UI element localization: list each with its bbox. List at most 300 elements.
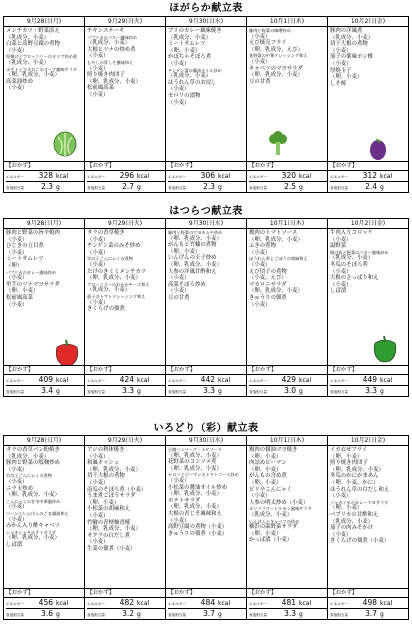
menu-item: きゅうりの佃煮（小麦） xyxy=(168,530,228,537)
salt-label: 食塩相当量 xyxy=(6,186,24,190)
menu-item: 小松菜の胡麻和え xyxy=(87,506,131,513)
salt-unit: g xyxy=(299,388,303,395)
energy-unit: kcal xyxy=(380,377,393,384)
salt-unit: g xyxy=(137,611,141,618)
menu-item: 小松菜の醤油オイル炒め xyxy=(168,484,228,491)
menu-item: ほうれん草のお浸し xyxy=(168,79,217,86)
menu-item: （乳成分、小麦） xyxy=(249,511,293,518)
menu-item: がんもの含め煮 xyxy=(249,473,287,480)
day-header: 10月1日(木) xyxy=(247,436,328,445)
menu-item: （卵、小麦） xyxy=(249,453,282,460)
salt-value: 3.3 xyxy=(203,386,215,395)
menu-item: ほうれん草とごぼうの胡麻和え xyxy=(249,256,308,262)
menu-item: （卵、乳成分、小麦） xyxy=(6,535,60,542)
salt-unit: g xyxy=(137,388,141,395)
energy-unit: kcal xyxy=(56,377,69,384)
day-header: 9月30日(水) xyxy=(166,219,247,228)
menu-item: （小麦） xyxy=(330,47,352,54)
energy-line xyxy=(6,598,84,608)
menu-item: 松前風高菜 xyxy=(87,85,114,92)
energy-unit: kcal xyxy=(218,377,231,384)
menu-item: カリフラワーとルモン風味サラダ xyxy=(249,506,312,512)
nutrition-row xyxy=(4,374,408,396)
menu-item: （卵、乳成分、小麦） xyxy=(168,504,222,511)
menu-item: 照り焼き肉団子 xyxy=(87,72,125,79)
day-header: 9月30日(水) xyxy=(166,17,247,26)
nutrition-cell xyxy=(4,598,85,619)
menu-item: 竹の子こんにゃくの煮物 xyxy=(6,473,52,479)
menu-item: 高菜そぼろ炒め xyxy=(168,281,206,288)
salt-label: 食塩相当量 xyxy=(249,613,267,617)
salt-value: 3.7 xyxy=(365,609,377,618)
salt-label: 食塩相当量 xyxy=(249,186,267,190)
menu-item: もやしの青しそ風味和え xyxy=(87,59,134,65)
salt-line xyxy=(6,181,84,192)
menu-item: えび団子の煮物 xyxy=(249,268,287,275)
salt-line xyxy=(249,608,327,619)
menu-item: 豚肉と野菜のマヨキムチ炒め xyxy=(168,230,223,235)
menu-item: 牛肉入りコロッケ xyxy=(330,230,374,236)
salt-unit: g xyxy=(56,184,60,191)
menu-item: しそ桜 xyxy=(330,80,347,87)
menu-item: （卵、乳成分、小麦） xyxy=(6,492,60,499)
energy-line xyxy=(87,598,165,608)
menu-item: ミートオムレツ xyxy=(168,41,206,48)
menu-item: 揚げ鳥と野菜のバター風味炒め xyxy=(330,249,389,255)
menu-item: （小麦） xyxy=(330,60,352,67)
menu-cell xyxy=(85,446,166,588)
day-header: 9月29日(火) xyxy=(85,219,166,228)
nutrition-cell xyxy=(247,171,328,192)
menu-item: （小麦） xyxy=(87,236,109,243)
menu-item: かぼちゃそぼろ煮 xyxy=(168,54,212,61)
salt-line xyxy=(330,608,408,619)
day-header: 10月2日(金) xyxy=(328,219,408,228)
energy-unit: kcal xyxy=(218,600,231,607)
energy-value: 424 xyxy=(119,375,134,384)
menu-item: きくらげの佃煮（小麦） xyxy=(330,538,390,545)
energy-label: エネルギー xyxy=(87,602,105,606)
salt-line xyxy=(168,385,246,396)
salt-line xyxy=(330,385,408,396)
salt-value: 3.7 xyxy=(203,609,215,618)
energy-label: エネルギー xyxy=(330,175,348,179)
salt-label: 食塩相当量 xyxy=(6,390,24,394)
okazu-label: 【おかず】 xyxy=(330,590,358,596)
menu-item: （小麦） xyxy=(330,531,352,538)
salt-label: 食塩相当量 xyxy=(168,186,186,190)
menu-item: （卵、小麦） xyxy=(168,47,201,54)
menu-item: （乳成分、小麦） xyxy=(168,34,212,41)
energy-value: 328 xyxy=(38,171,53,180)
menu-item: （乳成分、小麦） xyxy=(6,59,50,66)
day-header-row xyxy=(4,219,408,229)
salt-unit: g xyxy=(218,388,222,395)
salt-value: 3.3 xyxy=(284,609,296,618)
salt-value: 3.2 xyxy=(122,609,134,618)
menu-item: （卵、乳成分、小麦） xyxy=(168,235,222,242)
menu-item: （小麦） xyxy=(87,53,109,60)
salt-line xyxy=(87,181,165,192)
menu-item: （小麦） xyxy=(330,493,352,500)
okazu-label: 【おかず】 xyxy=(4,366,85,374)
day-header-row xyxy=(4,436,408,446)
energy-label: エネルギー xyxy=(168,175,186,179)
energy-unit: kcal xyxy=(137,377,150,384)
energy-unit: kcal xyxy=(56,600,69,607)
energy-line xyxy=(168,375,246,385)
okazu-label: 【おかず】 xyxy=(247,589,328,597)
menu-item: タラの香草パン粉焼き xyxy=(6,447,60,453)
salt-unit: g xyxy=(299,611,303,618)
okazu-label: 【おかず】 xyxy=(85,366,166,374)
day-header: 10月1日(木) xyxy=(247,219,328,228)
menu-cell xyxy=(247,27,328,161)
menu-item: （卵、乳成分、小麦） xyxy=(87,466,141,473)
menu-item: 温野菜 xyxy=(330,243,347,250)
menu-item: （小麦） xyxy=(168,275,190,282)
okazu-label: 【おかず】 xyxy=(166,366,247,374)
menu-item: 冬瓜のそぼろ煮 xyxy=(330,261,368,268)
energy-label: エネルギー xyxy=(249,602,267,606)
salt-line xyxy=(87,608,165,619)
salt-value: 2.3 xyxy=(41,182,53,191)
energy-value: 429 xyxy=(281,375,296,384)
menu-row xyxy=(4,229,408,365)
energy-line xyxy=(330,375,408,385)
menu-item: たけのきミミメンチカツ xyxy=(87,268,147,275)
salt-unit: g xyxy=(218,611,222,618)
menu-item: ポテトとマカロニのオーブ風味サラダ xyxy=(6,66,77,72)
menu-item: （卵、小麦） xyxy=(249,466,282,473)
nutrition-cell xyxy=(166,598,247,619)
menu-item: 大根のさっぱり和え xyxy=(330,275,379,282)
nutrition-cell xyxy=(85,171,166,192)
salt-value: 3.0 xyxy=(284,386,296,395)
menu-item: かっぱ漬（小麦） xyxy=(249,537,293,544)
energy-unit: kcal xyxy=(380,600,393,607)
menu-item: （卵、乳成分、小麦） xyxy=(87,275,141,282)
salt-line xyxy=(6,385,84,396)
menu-item: （卵、乳成分、えび） xyxy=(249,46,303,53)
salt-line xyxy=(168,608,246,619)
energy-unit: kcal xyxy=(299,377,312,384)
energy-value: 481 xyxy=(281,598,296,607)
salt-label: 食塩相当量 xyxy=(168,390,186,394)
day-header: 9月28日(月) xyxy=(4,219,85,228)
energy-line xyxy=(168,171,246,181)
salt-line xyxy=(249,181,327,192)
salt-line xyxy=(6,608,84,619)
menu-item: （卵、乳成分、小麦） xyxy=(249,72,303,79)
menu-cell xyxy=(166,27,247,161)
menu-item: （小麦） xyxy=(168,86,190,93)
nutrition-cell xyxy=(328,598,408,619)
menu-item: （小麦） xyxy=(6,275,28,282)
menu-item: コーンといんげんのごま醤油和え xyxy=(6,510,69,516)
day-header: 10月2日(金) xyxy=(328,17,408,26)
menu-item: （小麦） xyxy=(6,236,28,243)
menu-item: （小麦） xyxy=(249,493,271,500)
menu-table xyxy=(3,218,409,397)
menu-item: シャキシャキポテトサラダ xyxy=(6,529,56,535)
menu-item: （小麦） xyxy=(6,249,28,256)
okazu-row xyxy=(4,365,408,374)
menu-table xyxy=(3,435,409,620)
energy-line xyxy=(330,171,408,181)
menu-cell xyxy=(247,446,328,588)
menu-cell xyxy=(85,27,166,161)
menu-item: ジャガイモのカレーマヨサラダ xyxy=(330,499,389,505)
section-title: はつらつ献立表 xyxy=(169,206,243,217)
energy-label: エネルギー xyxy=(87,379,105,383)
menu-item: 厚焼玉子 xyxy=(330,67,352,74)
salt-value: 2.3 xyxy=(203,182,215,191)
menu-item: みかん入り酢キャベツ xyxy=(6,523,60,530)
menu-item: ニラ玉炒め xyxy=(6,485,33,492)
menu-item: （卵、乳成分、小麦） xyxy=(168,491,222,498)
salt-line xyxy=(330,181,408,192)
menu-item: 豚肉と野菜の味噌炒め xyxy=(249,28,291,33)
menu-item: いんげんとキャベツの炒め xyxy=(249,518,300,524)
menu-cell xyxy=(328,229,408,365)
salt-unit: g xyxy=(56,611,60,618)
menu-item: 茄子の肉みそかけ xyxy=(330,525,374,532)
menu-item: （卵、小麦） xyxy=(330,505,363,512)
day-header: 9月28日(月) xyxy=(4,436,85,445)
menu-item: 人参の洋風甘酢和え xyxy=(168,268,217,275)
okazu-row xyxy=(4,588,408,597)
okazu-label: 【おかず】 xyxy=(4,589,85,597)
menu-item: （乳成分、小麦） xyxy=(330,255,374,262)
energy-value: 484 xyxy=(200,598,215,607)
energy-unit: kcal xyxy=(56,173,69,180)
menu-item: 肉詰めピーマン xyxy=(249,460,287,467)
menu-table xyxy=(3,16,409,193)
energy-line xyxy=(87,171,165,181)
menu-item: ポテトサラダ xyxy=(168,497,201,504)
menu-item: チンゲン菜のみそ炒め xyxy=(87,243,141,250)
energy-unit: kcal xyxy=(137,173,150,180)
salt-value: 2.4 xyxy=(365,182,377,191)
energy-unit: kcal xyxy=(299,600,312,607)
menu-item: がんもと竹輪の煮物 xyxy=(168,242,217,249)
menu-item: 照り焼き肉団子 xyxy=(330,460,368,467)
menu-item: （卵、小麦） xyxy=(249,530,282,537)
menu-item: 花野菜の中華ドレッシング和え xyxy=(249,53,308,59)
day-header: 10月1日(木) xyxy=(247,17,328,26)
menu-item: 竹輪の青梗柚香焼 xyxy=(87,519,131,526)
menu-item: 南瓜のそぼろ煮（小麦） xyxy=(87,486,147,493)
menu-item: セロリの漬物 xyxy=(168,92,201,99)
menu-item: （小麦） xyxy=(249,261,271,268)
eggplant-illustration xyxy=(368,135,390,161)
menu-item: パプリカの甘酢和え xyxy=(330,511,379,518)
menu-item: （乳成分、小麦） xyxy=(330,34,374,41)
menu-item: 竹の子こんにゃくの煮物 xyxy=(87,256,133,262)
energy-value: 456 xyxy=(38,598,53,607)
day-header: 9月29日(火) xyxy=(85,436,166,445)
menu-cell xyxy=(4,27,85,161)
menu-item: 豚肉の洋風煮 xyxy=(330,28,363,34)
energy-label: エネルギー xyxy=(249,175,267,179)
energy-unit: kcal xyxy=(137,600,150,607)
menu-item: 豆の甘煮 xyxy=(168,294,190,301)
menu-item: オクラの白だし煮 xyxy=(87,532,131,539)
energy-label: エネルギー xyxy=(168,379,186,383)
menu-cell xyxy=(328,27,408,161)
menu-item: 切干大根の煮物 xyxy=(87,473,125,480)
okazu-label: 【おかず】 xyxy=(247,366,328,374)
salt-unit: g xyxy=(380,388,384,395)
okazu-label: 【おかず】 xyxy=(85,162,166,170)
menu-item: （小麦） xyxy=(6,478,28,485)
okazu-label: 【おかず】 xyxy=(4,162,85,170)
menu-item: （小麦） xyxy=(330,236,352,243)
menu-item: （小麦） xyxy=(6,516,28,523)
menu-item: 高野豆腐の煮物（小麦） xyxy=(168,524,228,531)
menu-item: （卵、小麦） xyxy=(6,288,39,295)
menu-item: 大根の青じそ風味和え xyxy=(168,510,222,517)
menu-item: 里芋のツナマヨサラダ xyxy=(6,281,60,288)
salt-label: 食塩相当量 xyxy=(330,390,348,394)
menu-item: （卵、乳成分、小麦） xyxy=(168,452,222,459)
menu-row xyxy=(4,27,408,161)
menu-cell xyxy=(166,446,247,588)
menu-item: 豆腐ハンバーグ・ナゲソース xyxy=(168,447,222,452)
menu-item: （小麦） xyxy=(87,65,109,72)
energy-line xyxy=(249,171,327,181)
menu-item: （卵、小麦） xyxy=(87,499,120,506)
menu-item: チンゲン菜の醤油オイル炒め xyxy=(168,67,222,73)
menu-item: （小麦） xyxy=(249,33,271,40)
menu-item: 人参の明太炒め（小麦） xyxy=(249,499,309,506)
energy-line xyxy=(249,598,327,608)
menu-item: （小麦） xyxy=(168,288,190,295)
menu-item: （小麦） xyxy=(87,479,109,486)
salt-unit: g xyxy=(218,184,222,191)
menu-item: ブリのカレー風味焼き xyxy=(168,28,222,34)
menu-item: （小麦） xyxy=(87,512,109,519)
energy-line xyxy=(87,375,165,385)
okazu-label: 【おかず】 xyxy=(166,589,247,597)
menu-item: （乳成分、小麦） xyxy=(330,518,374,525)
menu-item: 鶏肉のトマトソース xyxy=(249,230,298,236)
menu-item: うま煮ごぼうサラダ xyxy=(87,493,136,500)
energy-unit: kcal xyxy=(299,173,312,180)
okazu-label: 【おかず】 xyxy=(330,163,358,169)
menu-item: マカロニサラダ xyxy=(249,281,287,288)
pepper-red-illustration xyxy=(52,337,82,365)
menu-item: （卵、小麦） xyxy=(330,453,363,460)
energy-value: 449 xyxy=(362,375,377,384)
salt-unit: g xyxy=(137,184,141,191)
energy-value: 498 xyxy=(362,598,377,607)
menu-item: （卵、乳成分、小麦） xyxy=(249,236,303,243)
menu-item: ミートオムレツ xyxy=(6,256,44,263)
day-header: 9月29日(火) xyxy=(85,17,166,26)
menu-item: （卵、小麦） xyxy=(168,248,201,255)
okazu-row xyxy=(4,161,408,170)
nutrition-row xyxy=(4,170,408,192)
menu-item: 厚揚げとブロッコリーのオリブ炒め煮 xyxy=(6,54,78,60)
menu-item: （小麦） xyxy=(6,301,28,308)
energy-label: エネルギー xyxy=(87,175,105,179)
menu-item: （小麦） xyxy=(330,281,352,288)
menu-item: （小麦） xyxy=(87,249,109,256)
energy-value: 306 xyxy=(200,171,215,180)
salt-label: 食塩相当量 xyxy=(249,390,267,394)
menu-item: イカ衣ぜフライ xyxy=(330,447,368,453)
energy-label: エネルギー xyxy=(6,175,24,179)
okazu-label: 【おかず】 xyxy=(247,162,328,170)
salt-label: 食塩相当量 xyxy=(87,613,105,617)
menu-item: （小麦） xyxy=(168,477,190,484)
salt-label: 食塩相当量 xyxy=(330,613,348,617)
day-header: 9月30日(水) xyxy=(166,436,247,445)
energy-value: 320 xyxy=(281,171,296,180)
menu-item: （卵、乳成分、小麦） xyxy=(249,288,303,295)
salt-unit: g xyxy=(56,388,60,395)
menu-item: 大根とツナの炒め煮 xyxy=(87,46,136,53)
menu-item: （卵、小麦） xyxy=(249,479,282,486)
menu-item: （卵、乳成分、小麦） xyxy=(6,72,60,79)
menu-item: ふきの煮物 xyxy=(249,243,276,250)
okazu-label: 【おかず】 xyxy=(166,162,247,170)
menu-item: 松前風高菜 xyxy=(6,294,33,301)
menu-item: ほうれん草の白だし和え xyxy=(330,486,390,493)
menu-item: きゅうりの佃煮 xyxy=(249,294,287,301)
nutrition-cell xyxy=(166,375,247,396)
nutrition-cell xyxy=(85,598,166,619)
nutrition-cell xyxy=(166,171,247,192)
menu-item: ブロッコリーのおかかチーズ和え xyxy=(87,281,150,287)
energy-value: 312 xyxy=(362,171,377,180)
menu-item: アジの利休焼き xyxy=(87,447,125,453)
menu-item: （乳成分、小麦） xyxy=(6,34,50,41)
salt-unit: g xyxy=(380,611,384,618)
energy-label: エネルギー xyxy=(6,379,24,383)
energy-label: エネルギー xyxy=(330,379,348,383)
nutrition-cell xyxy=(247,375,328,396)
energy-label: エネルギー xyxy=(6,602,24,606)
energy-value: 442 xyxy=(200,375,215,384)
salt-value: 3.3 xyxy=(365,386,377,395)
salt-line xyxy=(168,181,246,192)
salt-label: 食塩相当量 xyxy=(330,186,348,190)
energy-unit: kcal xyxy=(218,173,231,180)
energy-line xyxy=(168,598,246,608)
energy-label: エネルギー xyxy=(330,602,348,606)
menu-item: 鶏肉の醤油マヨ焼き xyxy=(249,447,298,453)
nutrition-cell xyxy=(85,375,166,396)
menu-item: （小麦） xyxy=(168,99,190,106)
menu-item: （卵、乳成分、小麦） xyxy=(87,78,141,85)
energy-value: 296 xyxy=(119,171,134,180)
salt-value: 2.5 xyxy=(284,182,296,191)
menu-item: （小麦） xyxy=(87,261,109,268)
energy-label: エネルギー xyxy=(249,379,267,383)
menu-item: （卵、乳成分、小麦） xyxy=(330,466,384,473)
energy-line xyxy=(6,171,84,181)
menu-item: （小麦） xyxy=(87,539,109,546)
menu-item: 生姜の佃煮（小麦） xyxy=(87,545,136,552)
menu-item: （卵、小麦、かに） xyxy=(330,479,379,486)
salt-value: 3.6 xyxy=(41,609,53,618)
day-header: 10月2日(金) xyxy=(328,436,408,445)
menu-row xyxy=(4,446,408,588)
section-title: ほがらか献立表 xyxy=(169,3,243,14)
